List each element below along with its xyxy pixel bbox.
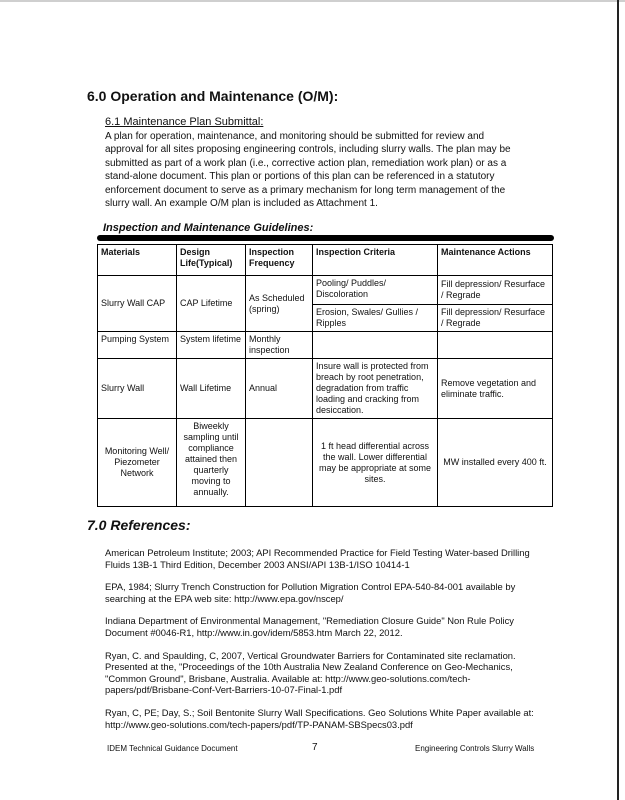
inspection-maintenance-table [97,244,553,507]
table-row [98,276,553,305]
references-list [105,547,535,741]
cell-design-life: Wall Lifetime [177,359,246,419]
header-design-life: Design Life(Typical) [177,245,246,276]
header-inspection-criteria: Inspection Criteria [313,245,438,276]
section-6-1-subheading: 6.1 Maintenance Plan Submittal: [105,116,264,128]
footer-page-number: 7 [312,742,318,753]
cell-criteria: Erosion, Swales/ Gullies / Ripples [313,305,438,332]
cell-criteria: Pooling/ Puddles/ Discoloration [313,276,438,305]
reference-item: Ryan, C. and Spaulding, C, 2007, Vertical Groundwater Barriers for Contaminated site reclamation. Presented at the, "Proceedings of the 10th Australia New Zealand Conference on Geo-Mechanics, "Common Ground", Brisbane, Australia. Available at: http://www.geo-solutions.com/tech-papers/pdf/Brisbane-Conf-Vert-Barriers-10-07-Final-1.pdf [105,649,516,696]
cell-design-life: System lifetime [177,332,246,359]
reference-item: EPA, 1984; Slurry Trench Construction for Pollution Migration Control EPA-540-84-001 available by searching at the EPA web site: http://www.epa.gov/nscep/ [105,581,516,604]
table-header-row [98,245,553,276]
footer-section-title: Engineering Controls Slurry Walls [415,744,535,753]
cell-action: Fill depression/ Resurface / Regrade [438,276,553,305]
reference-item: Indiana Department of Environmental Management, "Remediation Closure Guide" Non Rule Policy Document #0046-R1, http://www.in.gov/idem/5853.htm March 22, 2012. [105,615,514,638]
maintenance-plan-paragraph: A plan for operation, maintenance, and monitoring should be submitted for review and approval for all sites proposing engineering controls, including slurry walls. The plan may be submitted as part of a work plan (i.e., corrective action plan, remediation work plan) or as a stand-alone document. This plan or portions of this plan can be referenced in a statutory enforcement document to serve as a primary mechanism for long term management of the slurry wall. An example O/M plan is included as Attachment 1. [105,131,511,210]
guidelines-title: Inspection and Maintenance Guidelines: [103,222,314,234]
reference-item: Ryan, C, PE; Day, S.; Soil Bentonite Slurry Wall Specifications. Geo Solutions White Paper available at: http://www.geo-solutions.com/tech-papers/pdf/TP-PANAM-SBSpecs03.pdf [105,706,534,730]
cell-material: Slurry Wall CAP [98,276,177,332]
cell-design-life: CAP Lifetime [177,276,246,332]
cell-action: Fill depression/ Resurface / Regrade [438,305,553,332]
footer-document-title: IDEM Technical Guidance Document [107,744,238,753]
cell-frequency: As Scheduled (spring) [246,276,313,332]
section-7-heading: 7.0 References: [87,517,191,533]
table-top-rule [97,235,554,241]
cell-action: Remove vegetation and eliminate traffic. [438,359,553,419]
cell-frequency [246,419,313,507]
header-materials: Materials [98,245,177,276]
cell-action: MW installed every 400 ft. [438,419,553,507]
table-row [98,359,553,419]
cell-frequency: Annual [246,359,313,419]
scan-edge-top [0,0,625,2]
cell-criteria: 1 ft head differential across the wall. Lower differential may be appropriate at some sites. [313,419,438,507]
section-6-heading: 6.0 Operation and Maintenance (O/M): [87,88,339,104]
header-maintenance-actions: Maintenance Actions [438,245,553,276]
cell-material: Slurry Wall [98,359,177,419]
table-row [98,332,553,359]
cell-criteria: Insure wall is protected from breach by root penetration, degradation from traffic loading and cracking from desiccation. [313,359,438,419]
scan-edge-right [617,0,619,800]
cell-action [438,332,553,359]
cell-design-life: Biweekly sampling until compliance attained then quarterly moving to annually. [177,419,246,507]
cell-frequency: Monthly inspection [246,332,313,359]
reference-item: American Petroleum Institute; 2003; API Recommended Practice for Field Testing Water-based Drilling Fluids 13B-1 Third Edition, December 2003 ANSI/API 13B-1/ISO 10414-1 [105,547,530,570]
cell-material: Pumping System [98,332,177,359]
header-inspection-frequency: Inspection Frequency [246,245,313,276]
cell-material: Monitoring Well/ Piezometer Network [98,419,177,507]
table-row [98,419,553,507]
cell-criteria [313,332,438,359]
